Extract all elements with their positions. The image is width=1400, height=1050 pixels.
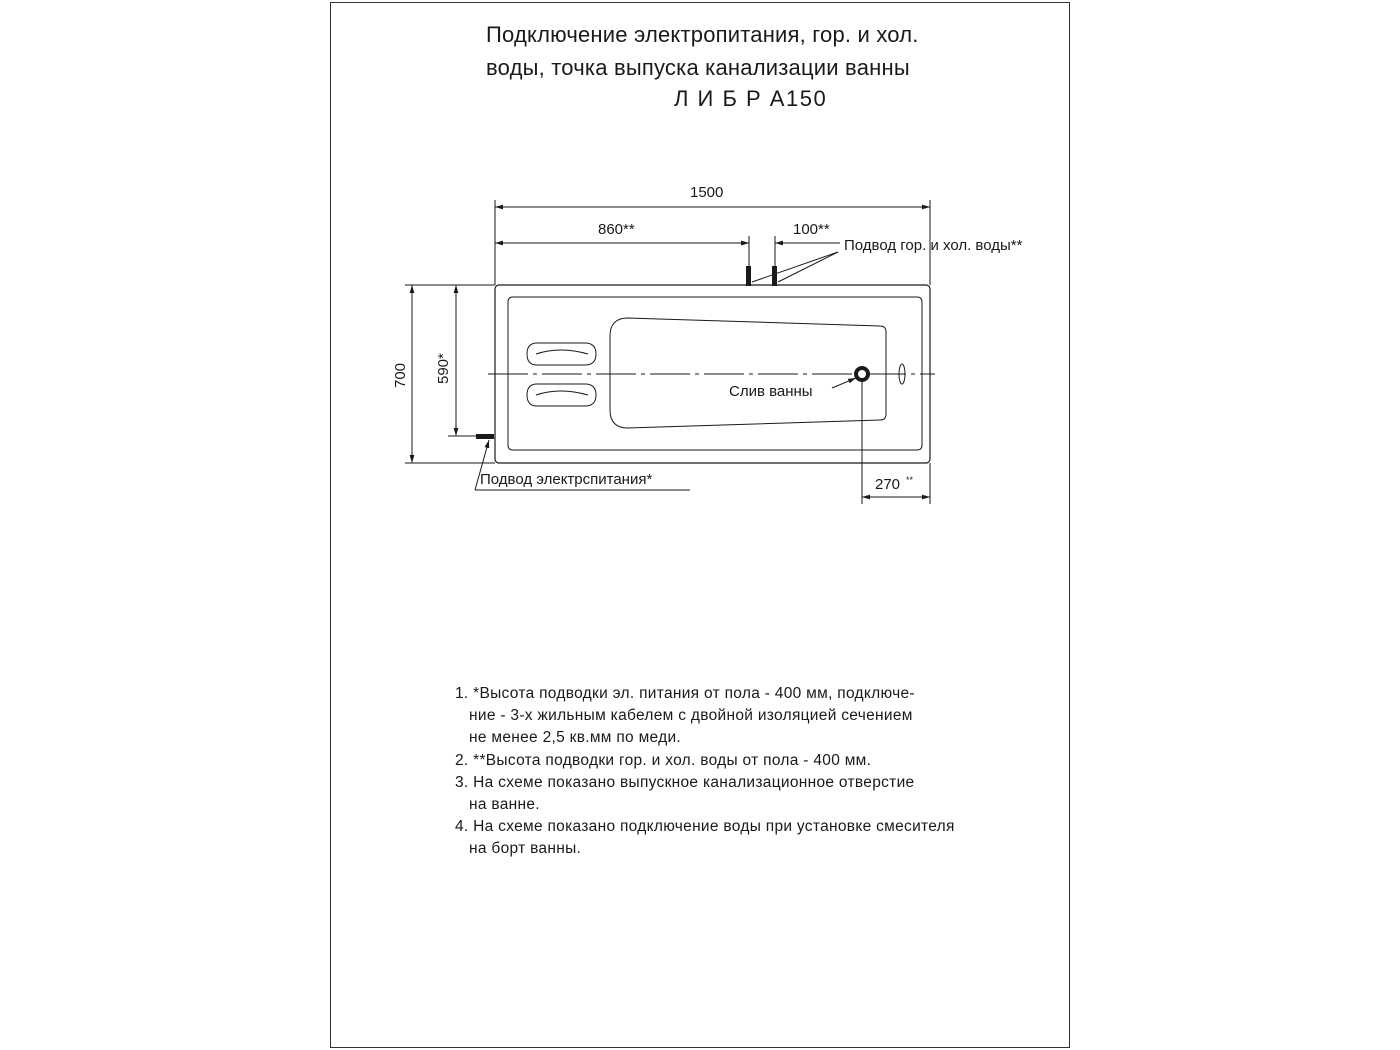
dim-drain-offset-mark: ** xyxy=(906,475,914,485)
dim-height-power-label: 590* xyxy=(435,353,452,384)
title-line-1: Подключение электропитания, гор. и хол. xyxy=(486,22,919,47)
water-supply-label: Подвод гор. и хол. воды** xyxy=(844,237,1023,254)
dim-to-supply-label: 860** xyxy=(598,221,635,238)
power-supply-label: Подвод электрспитания* xyxy=(480,471,653,488)
dim-drain-offset-label: 270 xyxy=(875,476,901,493)
note-4-line-2: на борт ванны. xyxy=(469,840,582,858)
note-1-line-3: не менее 2,5 кв.мм по меди. xyxy=(469,729,682,747)
drain-hole-inner xyxy=(858,370,866,378)
note-4-line-1: 4. На схеме показано подключение воды при установке смесителя xyxy=(455,818,955,836)
note-3-line-1: 3. На схеме показано выпускное канализационное отверстие xyxy=(455,773,915,791)
bathtub-basin xyxy=(610,318,886,428)
handle-lower xyxy=(527,384,596,406)
cold-water-pipe xyxy=(772,266,777,286)
water-supply-leaders xyxy=(752,252,838,282)
drain-leader xyxy=(832,378,856,388)
handle-upper xyxy=(527,343,596,365)
power-supply-cable xyxy=(476,434,494,439)
dimension-to-supply xyxy=(495,236,775,268)
title-model: Л И Б Р А150 xyxy=(674,86,828,111)
note-2: 2. **Высота подводки гор. и хол. воды от пола - 400 мм. xyxy=(455,751,872,769)
dim-height-total-label: 700 xyxy=(392,362,409,388)
dim-supply-gap-label: 100** xyxy=(793,221,830,238)
note-1-line-1: 1. *Высота подводки эл. питания от пола - 400 мм, подключе- xyxy=(455,685,915,702)
note-1-line-2: ние - 3-х жильным кабелем с двойной изоляцией сечением xyxy=(469,707,913,725)
drain-label: Слив ванны xyxy=(729,383,813,400)
note-3-line-2: на ванне. xyxy=(469,796,540,814)
title-line-2: воды, точка выпуска канализации ванны xyxy=(486,55,910,80)
notes-block xyxy=(455,683,1035,861)
dimension-height-power xyxy=(448,285,480,436)
dim-total-length-label: 1500 xyxy=(690,184,724,201)
hot-water-pipe xyxy=(746,266,751,286)
